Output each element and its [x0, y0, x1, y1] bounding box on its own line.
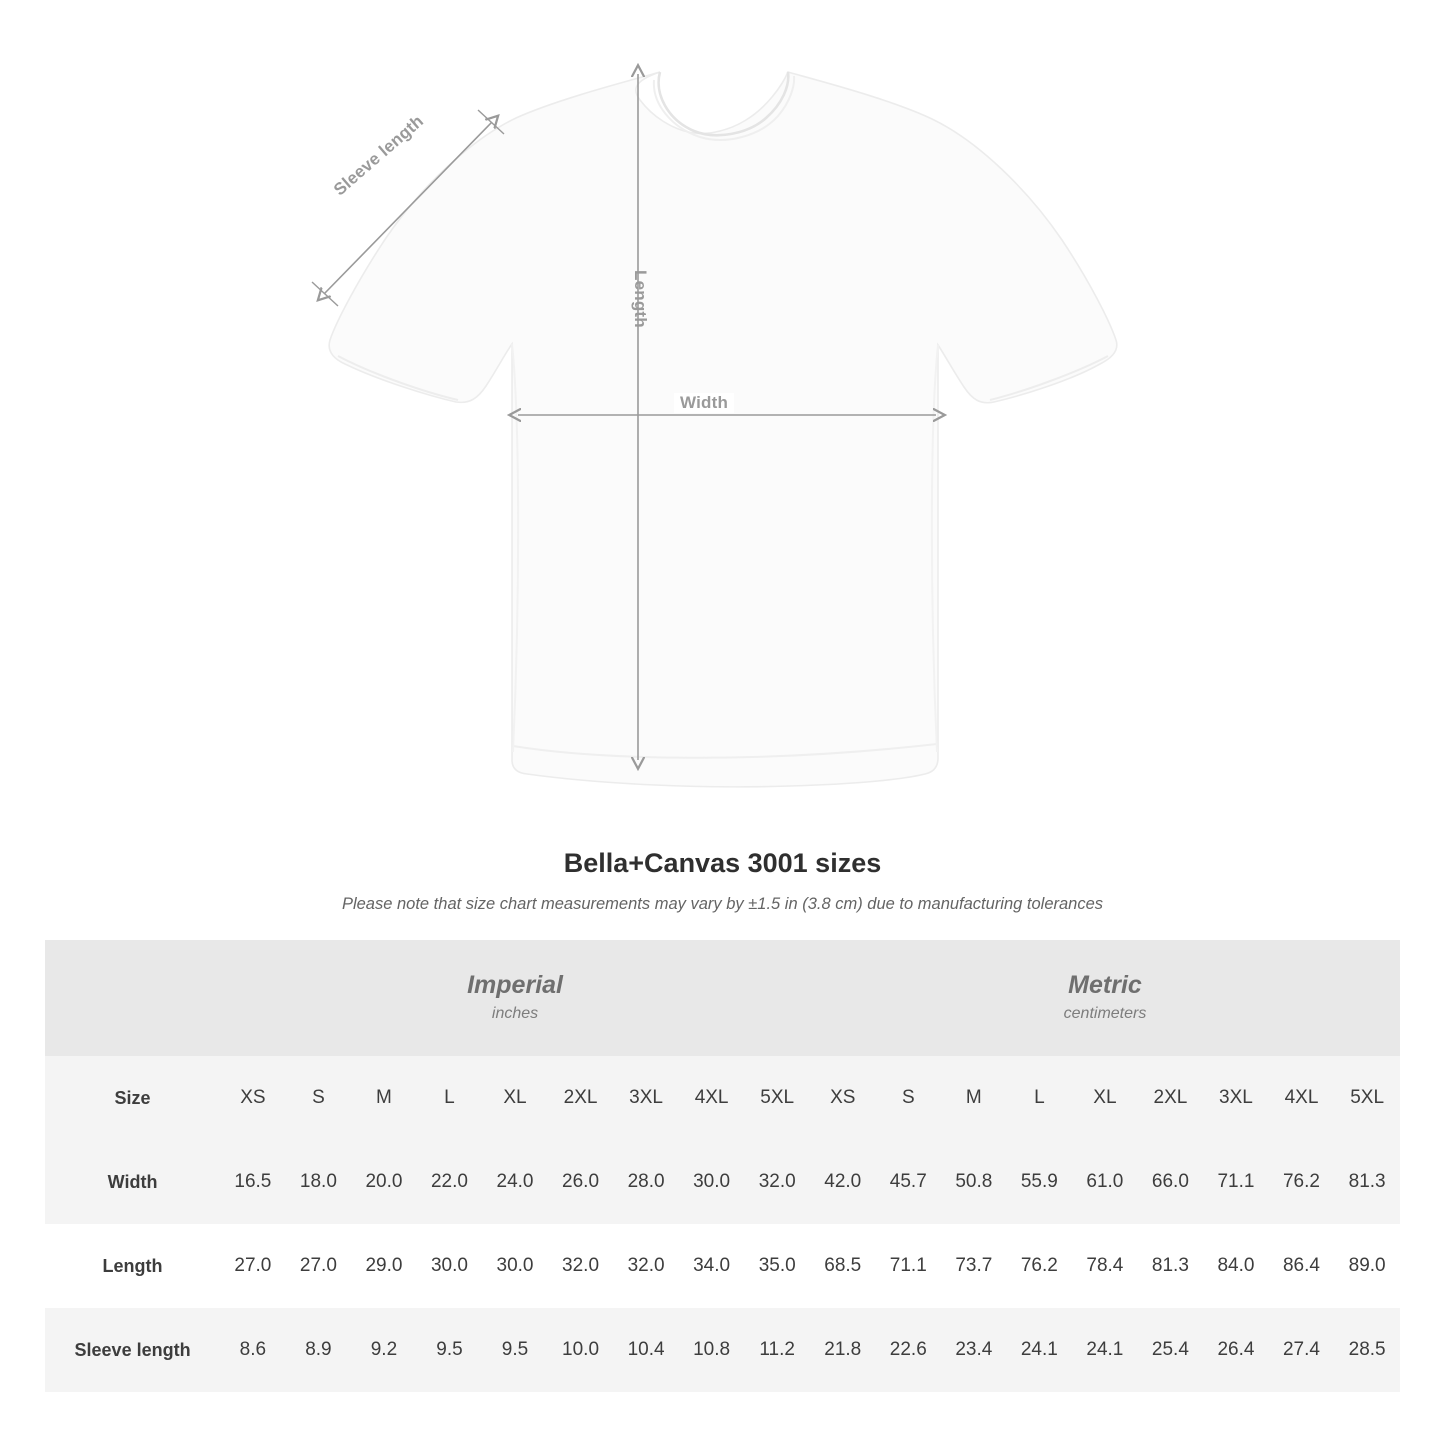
sleeve-tick-bottom	[312, 282, 338, 306]
cell-sleeve-imperial-5xl: 11.2	[744, 1308, 810, 1392]
size-header-metric-5xl: 5XL	[1334, 1056, 1400, 1140]
cell-sleeve-imperial-xl: 9.5	[482, 1308, 548, 1392]
size-header-metric-2xl: 2XL	[1138, 1056, 1204, 1140]
cell-width-imperial-5xl: 32.0	[744, 1140, 810, 1224]
size-header-imperial-l: L	[417, 1056, 483, 1140]
cell-sleeve-imperial-xs: 8.6	[220, 1308, 286, 1392]
sleeve-tick-top	[478, 110, 504, 134]
size-header-imperial-5xl: 5XL	[744, 1056, 810, 1140]
metric-system-label: Metric	[1068, 970, 1142, 999]
cell-width-metric-l: 55.9	[1007, 1140, 1073, 1224]
cell-sleeve-imperial-2xl: 10.0	[548, 1308, 614, 1392]
cell-sleeve-metric-3xl: 26.4	[1203, 1308, 1269, 1392]
size-header-metric-3xl: 3XL	[1203, 1056, 1269, 1140]
cell-sleeve-metric-5xl: 28.5	[1334, 1308, 1400, 1392]
imperial-unit-label: inches	[491, 1004, 539, 1022]
cell-sleeve-imperial-m: 9.2	[351, 1308, 417, 1392]
cell-length-metric-4xl: 86.4	[1282, 1255, 1320, 1276]
unit-row-spacer	[45, 940, 220, 1056]
size-table-wrapper	[45, 940, 1400, 1392]
length-label: Length	[631, 270, 650, 328]
cell-sleeve-metric-4xl: 27.4	[1269, 1308, 1335, 1392]
cell-width-metric-5xl: 81.3	[1334, 1140, 1400, 1224]
size-header-metric-s: S	[876, 1056, 942, 1140]
cell-sleeve-metric-xl: 24.1	[1072, 1308, 1138, 1392]
cell-width-imperial-3xl: 28.0	[613, 1140, 679, 1224]
page-title: Bella+Canvas 3001 sizes	[563, 848, 882, 878]
size-header-imperial-xs: XS	[220, 1056, 286, 1140]
cell-length-imperial-m: 29.0	[365, 1255, 403, 1276]
cell-length-imperial-2xl: 32.0	[562, 1255, 600, 1276]
cell-length-metric-m: 73.7	[955, 1255, 993, 1276]
cell-length-imperial-s: 27.0	[299, 1255, 337, 1276]
size-header-imperial-xl: XL	[482, 1056, 548, 1140]
cell-width-metric-xs: 42.0	[810, 1140, 876, 1224]
cell-width-metric-xl: 61.0	[1072, 1140, 1138, 1224]
cell-width-metric-2xl: 66.0	[1138, 1140, 1204, 1224]
cell-length-imperial-xs: 27.0	[234, 1255, 272, 1276]
size-header-metric-4xl: 4XL	[1269, 1056, 1335, 1140]
cell-length-imperial-xl: 30.0	[496, 1255, 534, 1276]
cell-length-imperial-4xl: 34.0	[693, 1255, 731, 1276]
cell-width-metric-s: 45.7	[876, 1140, 942, 1224]
cell-width-imperial-m: 20.0	[351, 1140, 417, 1224]
unit-system-row	[45, 940, 1400, 1056]
cell-sleeve-metric-xs: 21.8	[810, 1308, 876, 1392]
chart-heading	[0, 848, 1445, 914]
cell-sleeve-metric-s: 22.6	[876, 1308, 942, 1392]
size-header-imperial-2xl: 2XL	[548, 1056, 614, 1140]
cell-length-imperial-l: 30.0	[430, 1255, 468, 1276]
sleeve-length-label: Sleeve length	[330, 111, 428, 200]
cell-length-metric-xs: 68.5	[824, 1255, 862, 1276]
size-header-metric-xl: XL	[1072, 1056, 1138, 1140]
cell-length-metric-2xl: 81.3	[1151, 1255, 1189, 1276]
tshirt-shape	[329, 72, 1117, 787]
imperial-system-label: Imperial	[467, 970, 563, 999]
tolerance-note: Please note that size chart measurements may vary by ±1.5 in (3.8 cm) due to manufacturing tolerances	[341, 895, 1104, 913]
row-label-length: Length	[102, 1255, 163, 1276]
table-row	[45, 1308, 1400, 1392]
cell-width-metric-m: 50.8	[941, 1140, 1007, 1224]
size-header-metric-m: M	[941, 1056, 1007, 1140]
size-header-metric-l: L	[1007, 1056, 1073, 1140]
size-header-metric-xs: XS	[810, 1056, 876, 1140]
cell-sleeve-imperial-3xl: 10.4	[613, 1308, 679, 1392]
cell-width-imperial-4xl: 30.0	[679, 1140, 745, 1224]
row-label-sleeve-length: Sleeve length	[45, 1308, 220, 1392]
cell-sleeve-metric-m: 23.4	[941, 1308, 1007, 1392]
size-header-imperial-s: S	[286, 1056, 352, 1140]
row-label-width: Width	[45, 1140, 220, 1224]
cell-width-imperial-2xl: 26.0	[548, 1140, 614, 1224]
metric-unit-label: centimeters	[1063, 1004, 1147, 1022]
cell-width-metric-4xl: 76.2	[1269, 1140, 1335, 1224]
size-header-imperial-4xl: 4XL	[679, 1056, 745, 1140]
size-header-imperial-3xl: 3XL	[613, 1056, 679, 1140]
table-row	[45, 1140, 1400, 1224]
cell-width-imperial-l: 22.0	[417, 1140, 483, 1224]
cell-sleeve-imperial-4xl: 10.8	[679, 1308, 745, 1392]
cell-length-metric-5xl: 89.0	[1348, 1255, 1386, 1276]
size-header-label: Size	[45, 1056, 220, 1140]
cell-length-metric-s: 71.1	[889, 1255, 927, 1276]
cell-sleeve-imperial-l: 9.5	[417, 1308, 483, 1392]
cell-length-metric-l: 76.2	[1020, 1255, 1058, 1276]
cell-width-imperial-xs: 16.5	[220, 1140, 286, 1224]
table-row	[45, 1224, 1400, 1308]
size-header-row	[45, 1056, 1400, 1140]
size-table	[45, 940, 1400, 1392]
cell-sleeve-metric-2xl: 25.4	[1138, 1308, 1204, 1392]
cell-width-imperial-s: 18.0	[286, 1140, 352, 1224]
width-label: Width	[674, 393, 734, 413]
cell-length-imperial-3xl: 32.0	[627, 1255, 665, 1276]
cell-sleeve-metric-l: 24.1	[1007, 1308, 1073, 1392]
cell-length-metric-xl: 78.4	[1086, 1255, 1124, 1276]
cell-width-metric-3xl: 71.1	[1203, 1140, 1269, 1224]
metric-unit-cell	[810, 940, 1400, 1056]
size-header-imperial-m: M	[351, 1056, 417, 1140]
cell-sleeve-imperial-s: 8.9	[286, 1308, 352, 1392]
cell-length-metric-3xl: 84.0	[1217, 1255, 1255, 1276]
cell-length-imperial-5xl: 35.0	[758, 1255, 796, 1276]
imperial-unit-cell	[220, 940, 810, 1056]
cell-width-imperial-xl: 24.0	[482, 1140, 548, 1224]
